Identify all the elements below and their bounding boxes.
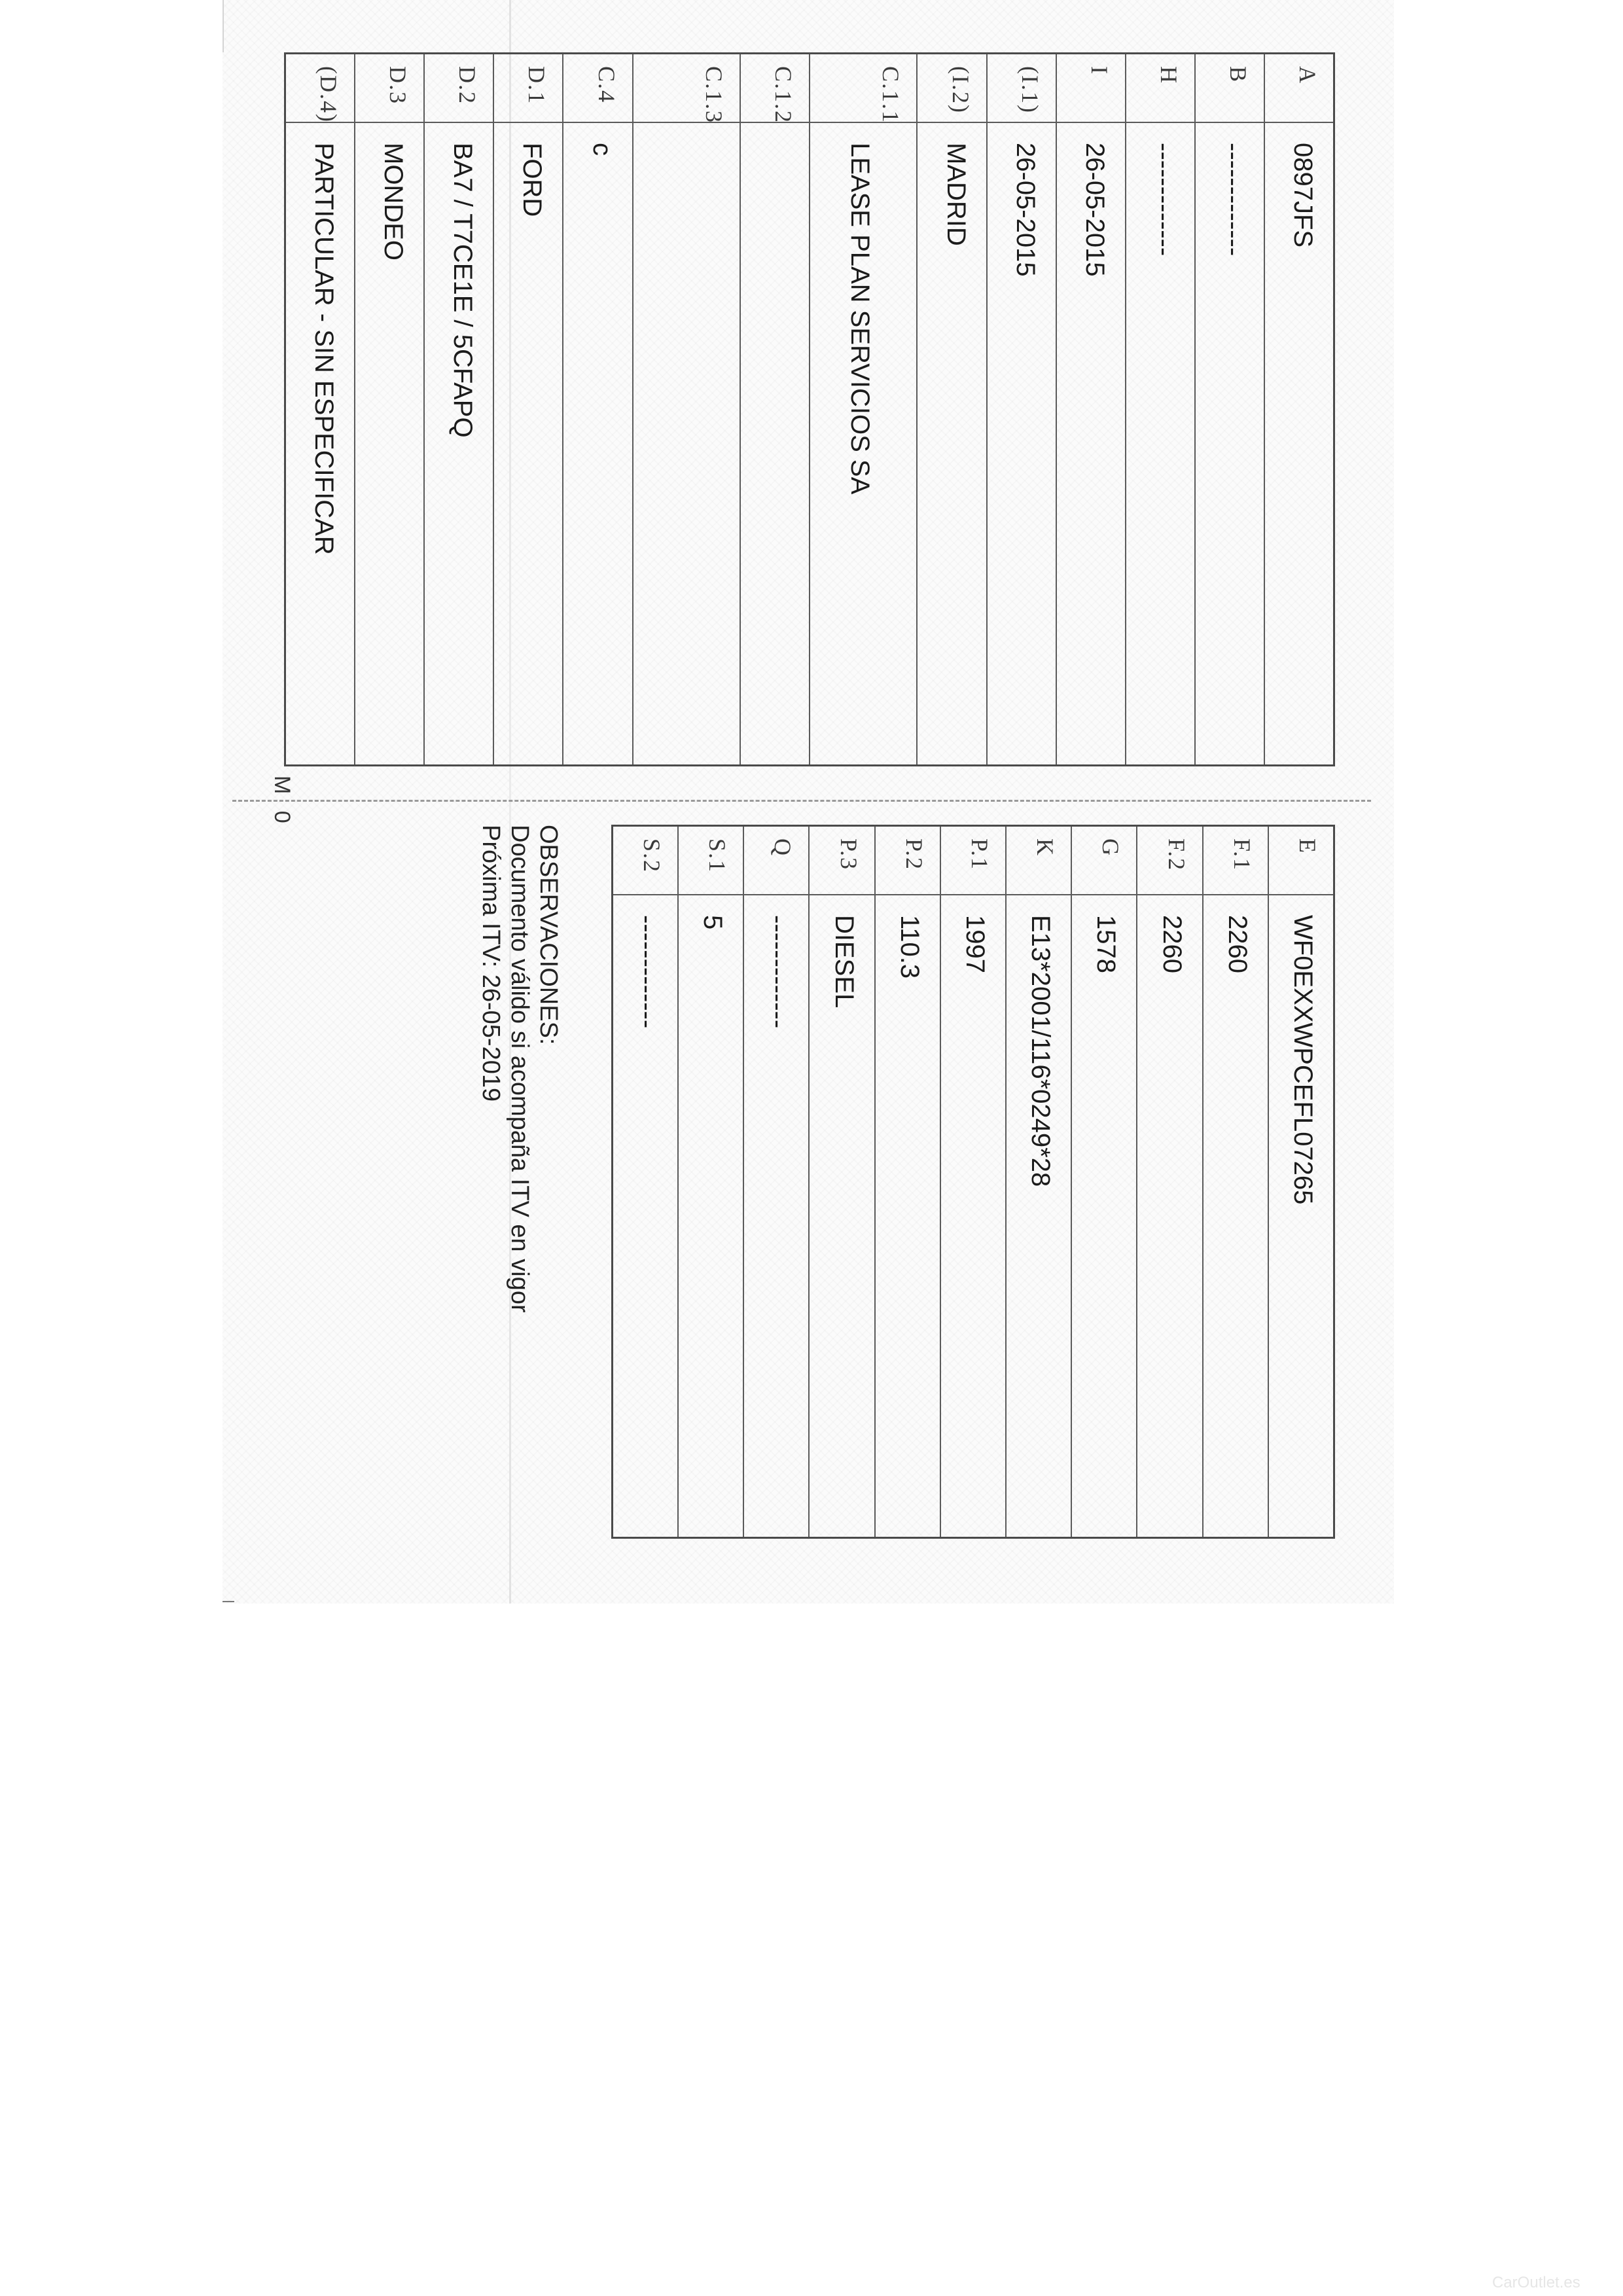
date-value: 26-05-2015: [1010, 143, 1040, 277]
displacement-value: 1997: [961, 915, 990, 973]
technical-data-form: [611, 825, 1335, 1539]
field-label: S.1: [679, 827, 743, 895]
form-row-c13: [632, 54, 740, 764]
form-row-d2: [423, 54, 493, 764]
field-value: [741, 123, 809, 764]
form-row-h: [1125, 54, 1194, 764]
field-label: D.3: [355, 54, 423, 123]
field-value: -------------: [1219, 143, 1248, 257]
field-label: C.1.1: [810, 54, 916, 123]
field-label: P.2: [876, 827, 940, 895]
field-value: 1578: [1092, 915, 1121, 973]
field-label: G: [1072, 827, 1136, 895]
field-label: D.1: [494, 54, 562, 123]
vin-value: WF0EXXWPCEFL07265: [1289, 915, 1317, 1205]
field-label: C.4: [563, 54, 632, 123]
fuel-value: DIESEL: [829, 915, 859, 1009]
form-row-g: [1071, 827, 1136, 1537]
field-label: K: [1007, 827, 1071, 895]
field-value: c: [587, 143, 616, 156]
form-row-f1: [1202, 827, 1268, 1537]
usage-value: PARTICULAR - SIN ESPECIFICAR: [310, 143, 339, 555]
next-inspection-line: Próxima ITV: 26-05-2019: [477, 825, 505, 1102]
field-value: 2260: [1157, 915, 1186, 973]
form-row-e: [1268, 827, 1333, 1537]
form-row-d4: [286, 54, 354, 764]
holder-name: LEASE PLAN SERVICIOS SA: [846, 143, 875, 495]
field-value: 2260: [1222, 915, 1252, 973]
field-label: C.1.2: [741, 54, 809, 123]
issue-date: 26-05-2015: [1080, 143, 1109, 277]
form-row-s2: [613, 827, 677, 1537]
form-row-d1: [493, 54, 562, 764]
make-value: FORD: [518, 143, 547, 217]
field-label: H: [1126, 54, 1194, 123]
city-value: MADRID: [941, 143, 971, 246]
form-row-k: [1005, 827, 1071, 1537]
field-label: Q: [744, 827, 808, 895]
registration-certificate: [270, 52, 1335, 1545]
form-row-p1: [940, 827, 1005, 1537]
form-row-c11: [809, 54, 916, 764]
model-value: MONDEO: [379, 143, 408, 260]
field-label: S.2: [613, 827, 677, 895]
field-label: C.1.3: [633, 54, 740, 123]
observations-line: Documento válido si acompaña ITV en vigor: [506, 825, 533, 1313]
type-variant-value: BA7 / T7CE1E / 5CFAPQ: [448, 143, 478, 438]
form-row-p3: [809, 827, 874, 1537]
field-value: -------------: [633, 915, 662, 1029]
form-mark: M 0: [270, 776, 294, 829]
form-row-f2: [1136, 827, 1202, 1537]
field-label: F.2: [1137, 827, 1202, 895]
field-label: I: [1057, 54, 1125, 123]
observations-heading: OBSERVACIONES:: [535, 825, 562, 1045]
field-label: B: [1196, 54, 1264, 123]
power-value: 110.3: [895, 915, 924, 979]
crop-mark: [223, 1601, 234, 1602]
field-label: F.1: [1204, 827, 1268, 895]
form-row-a: [1264, 54, 1333, 764]
field-label: (I.2): [918, 54, 986, 123]
owner-vehicle-form: [284, 52, 1335, 766]
field-label: P.1: [941, 827, 1005, 895]
registration-number: 0897JFS: [1289, 143, 1317, 248]
field-label: P.3: [810, 827, 874, 895]
form-row-c12: [740, 54, 809, 764]
form-row-c4: [562, 54, 632, 764]
scan-edge: [223, 0, 224, 52]
form-row-b: [1194, 54, 1264, 764]
field-label: D.2: [425, 54, 493, 123]
field-value: -------------: [1149, 143, 1179, 257]
field-label: E: [1269, 827, 1333, 895]
form-row-i: [1056, 54, 1125, 764]
form-row-s1: [677, 827, 743, 1537]
seats-value: 5: [698, 915, 728, 930]
observations-block: [476, 825, 563, 1313]
field-label: (I.1): [988, 54, 1056, 123]
form-row-i1: [986, 54, 1056, 764]
field-value: [633, 123, 740, 764]
field-label: A: [1265, 54, 1333, 123]
field-value: -------------: [764, 915, 793, 1029]
watermark: CarOutlet.es: [1492, 2274, 1580, 2291]
type-approval-value: E13*2001/116*0249*28: [1026, 915, 1056, 1187]
form-row-q: [743, 827, 808, 1537]
form-row-i2: [916, 54, 986, 764]
field-label: (D.4): [286, 54, 354, 123]
form-row-d3: [354, 54, 423, 764]
form-row-p2: [874, 827, 940, 1537]
